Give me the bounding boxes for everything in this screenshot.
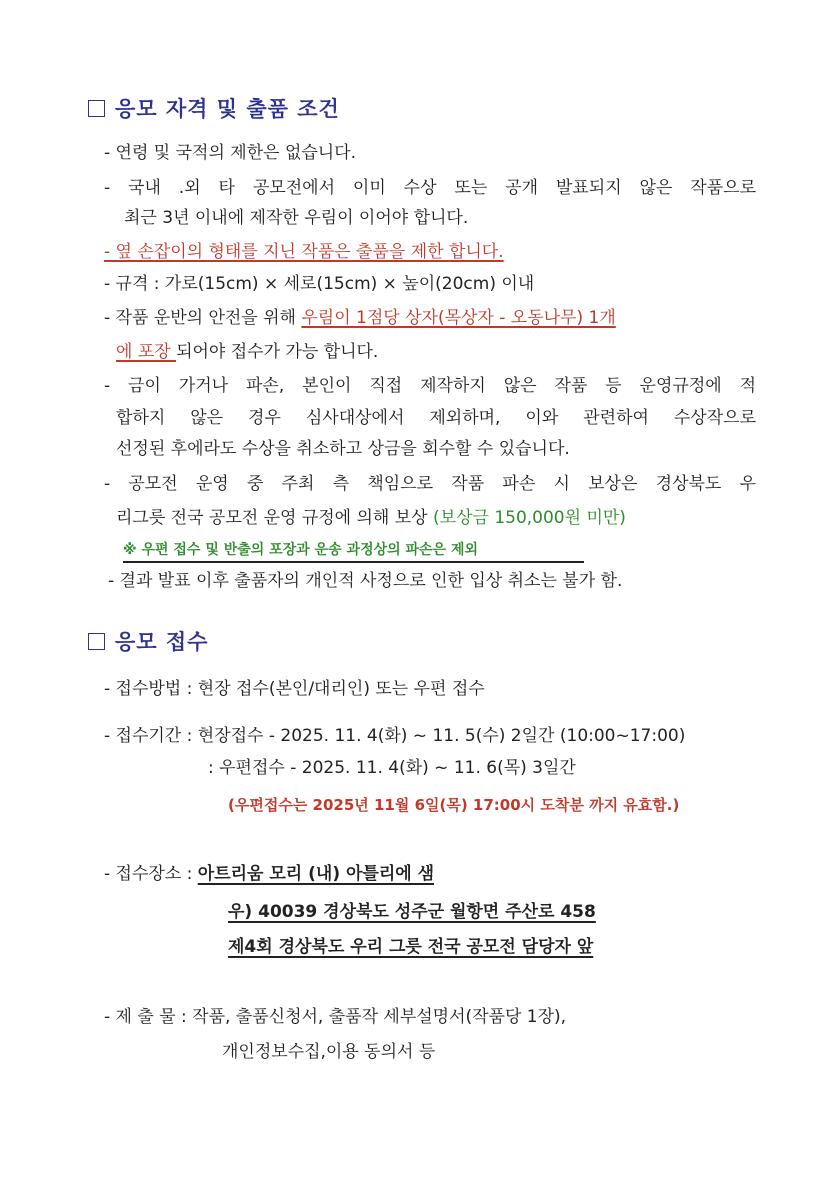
item-dimensions: - 규격 : 가로(15cm) × 세로(15cm) × 높이(20cm) 이내	[104, 274, 535, 294]
docs-label: - 제 출 물 :	[104, 1007, 193, 1027]
checkbox-square-icon	[88, 633, 105, 650]
item-unpublished: - 국내 .외 타 공모전에서 이미 수상 또는 공개 발표되지 않은 작품으로	[104, 178, 756, 198]
packaging-text-cont: 되어야 접수가 가능 합니다.	[176, 342, 379, 362]
period-onsite: 현장접수 - 2025. 11. 4(화) ~ 11. 5(수) 2일간 (10:00~17:00)	[197, 726, 686, 746]
place-label: - 접수장소 :	[104, 864, 198, 884]
row-documents-cont: 개인정보수집,이용 동의서 등	[222, 1042, 436, 1062]
heading-text: 응모 접수	[115, 630, 209, 654]
packaging-highlight: 우림이 1점당 상자(목상자 - 오동나무) 1개	[301, 308, 616, 328]
packaging-highlight-cont: 에 포장	[116, 342, 177, 362]
method-label: - 접수방법 :	[104, 679, 198, 699]
item-unpublished-cont: 최근 3년 이내에 제작한 우림이 이어야 합니다.	[124, 208, 469, 228]
restriction-text: - 옆 손잡이의 형태를 지닌 작품은 출품을 제한 합니다.	[104, 242, 504, 262]
section-heading-submission	[88, 628, 208, 656]
checkbox-square-icon	[88, 100, 105, 117]
row-period-note	[228, 794, 679, 815]
place-line2: 우) 40039 경상북도 성주군 월항면 주산로 458	[228, 902, 596, 922]
row-period-mail: : 우편접수 - 2025. 11. 4(화) ~ 11. 6(목) 3일간	[208, 758, 576, 778]
item-packaging	[104, 306, 616, 330]
compensation-text: 리그릇 전국 공모전 운영 규정에 의해 보상	[116, 508, 434, 528]
row-place-recipient	[228, 935, 593, 959]
item-age-nationality: - 연령 및 국적의 제한은 없습니다.	[104, 143, 357, 163]
section-heading-eligibility	[88, 95, 340, 123]
row-place-address	[228, 900, 596, 924]
place-line3: 제4회 경상북도 우리 그릇 전국 공모전 담당자 앞	[228, 937, 594, 957]
item-compensation-line1: - 공모전 운영 중 주최 측 책임으로 작품 파손 시 보상은 경상북도 우	[104, 474, 756, 494]
period-label: - 접수기간 :	[104, 726, 198, 746]
period-note-text: (우편접수는 2025년 11월 6일(목) 17:00시 도착분 까지 유효함.)	[228, 796, 680, 814]
row-period-onsite	[104, 724, 685, 748]
item-damage-line1: - 금이 가거나 파손, 본인이 직접 제작하지 않은 작품 등 운영규정에 적	[104, 376, 756, 396]
note-exclusion-text: ※ 우편 접수 및 반출의 포장과 운송 과정상의 파손은 제외	[123, 542, 479, 558]
item-damage-line2: 합하지 않은 경우 심사대상에서 제외하며, 이와 관련하여 수상작으로	[116, 408, 756, 428]
item-compensation-line2	[116, 506, 626, 530]
place-line1: 아트리움 모리 (내) 아틀리에 샘	[197, 864, 435, 884]
row-place	[104, 862, 434, 886]
note-underline	[123, 561, 584, 563]
compensation-amount: (보상금 150,000원 미만)	[433, 508, 626, 528]
row-documents	[104, 1005, 566, 1029]
row-method	[104, 677, 485, 701]
heading-text: 응모 자격 및 출품 조건	[115, 97, 340, 121]
item-result-cancel: - 결과 발표 이후 출품자의 개인적 사정으로 인한 입상 취소는 불가 함.	[108, 571, 623, 591]
docs-line1: 작품, 출품신청서, 출품작 세부설명서(작품당 1장),	[192, 1007, 567, 1027]
method-value: 현장 접수(본인/대리인) 또는 우편 접수	[197, 679, 485, 699]
item-damage-line3: 선정된 후에라도 수상을 취소하고 상금을 회수할 수 있습니다.	[116, 439, 570, 459]
item-packaging-cont	[116, 340, 378, 364]
item-handle-restriction	[104, 240, 504, 264]
note-exclusion	[123, 539, 478, 560]
packaging-text: - 작품 운반의 안전을 위해	[104, 308, 302, 328]
